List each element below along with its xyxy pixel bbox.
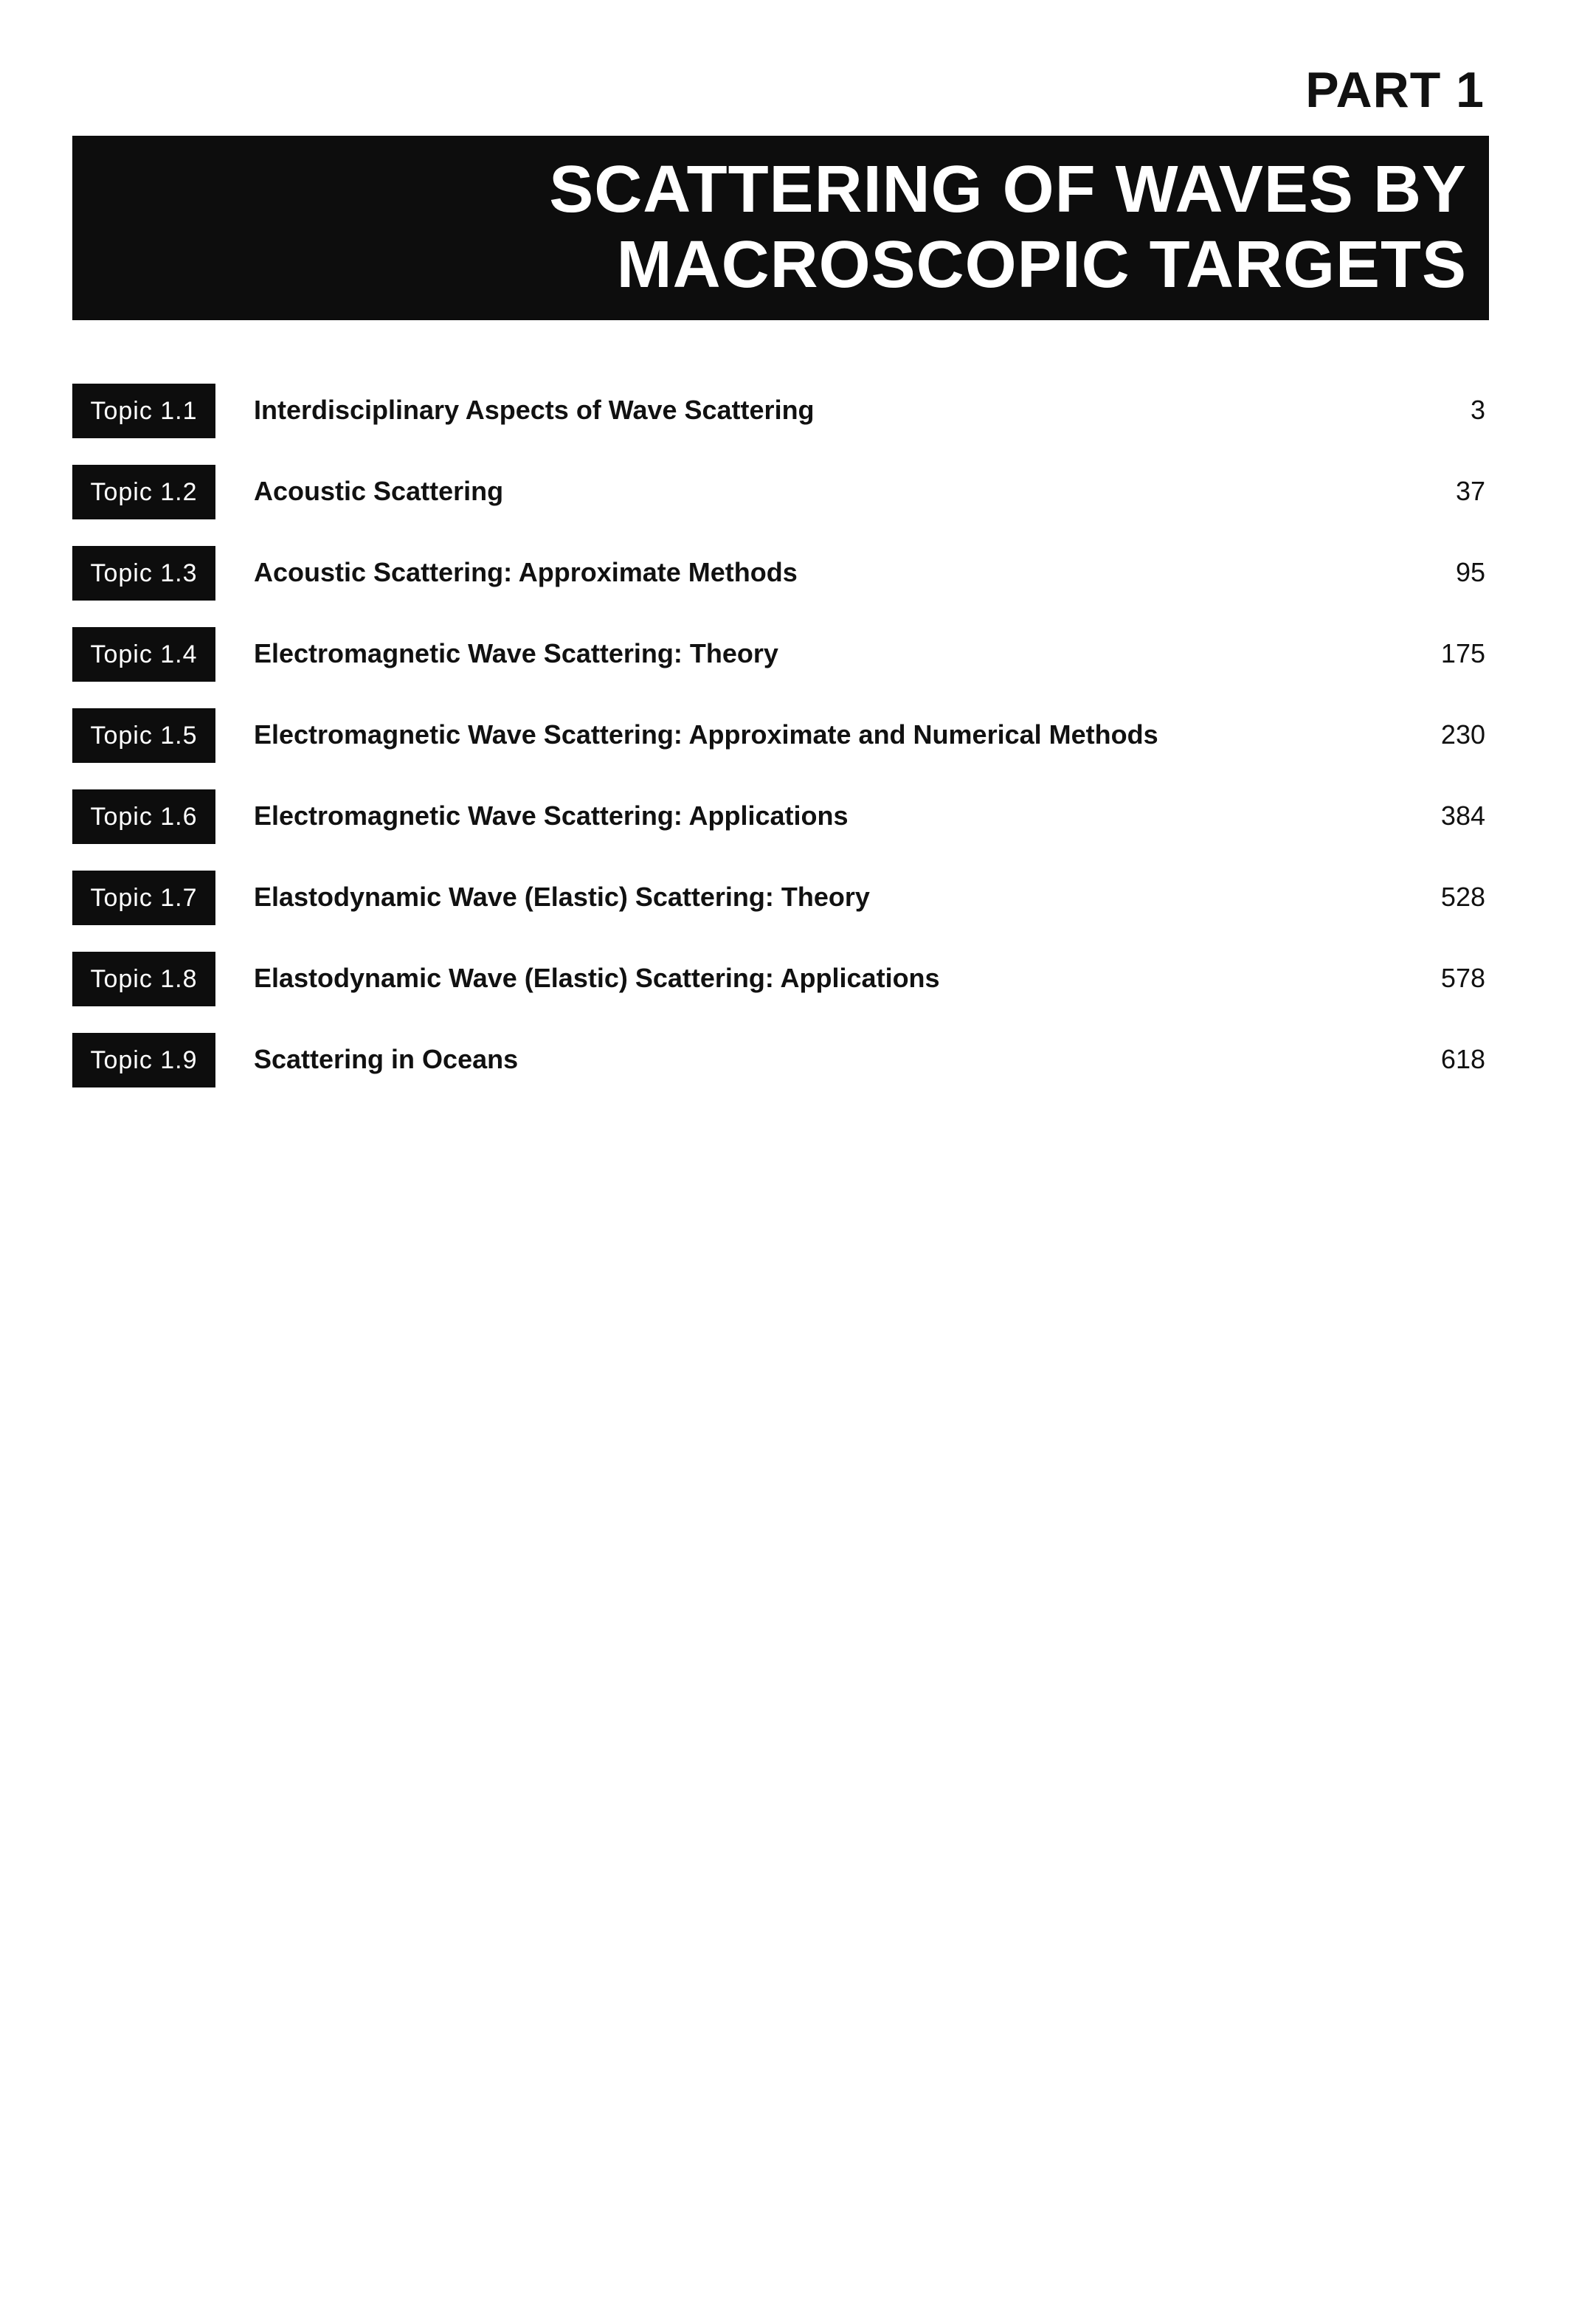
topic-title[interactable]: Elastodynamic Wave (Elastic) Scattering: Applications — [254, 963, 940, 993]
topic-page-number: 618 — [1440, 1044, 1485, 1074]
topic-title[interactable]: Electromagnetic Wave Scattering: Theory — [254, 638, 778, 668]
topic-title[interactable]: Interdisciplinary Aspects of Wave Scattering — [254, 395, 815, 425]
topic-badge: Topic 1.7 — [72, 871, 215, 925]
topic-title[interactable]: Acoustic Scattering — [254, 476, 504, 506]
topic-badge: Topic 1.9 — [72, 1033, 215, 1087]
toc-entry-topic-1-2[interactable] — [72, 465, 1485, 546]
toc-entry-topic-1-7[interactable] — [72, 871, 1485, 952]
topic-badge: Topic 1.6 — [72, 789, 215, 844]
part-title-banner — [72, 136, 1489, 320]
toc-entry-topic-1-4[interactable] — [72, 627, 1485, 708]
topic-badge: Topic 1.4 — [72, 627, 215, 682]
topic-page-number: 528 — [1440, 882, 1485, 912]
toc-entry-topic-1-3[interactable] — [72, 546, 1485, 627]
topic-page-number: 384 — [1440, 800, 1485, 831]
topic-badge: Topic 1.1 — [72, 384, 215, 438]
topic-badge: Topic 1.2 — [72, 465, 215, 519]
topic-title[interactable]: Electromagnetic Wave Scattering: Approximate and Numerical Methods — [254, 719, 1158, 750]
toc-entry-topic-1-5[interactable] — [72, 708, 1485, 789]
topic-title[interactable]: Acoustic Scattering: Approximate Methods — [254, 557, 798, 587]
table-of-contents — [72, 384, 1485, 1114]
topic-title[interactable]: Scattering in Oceans — [254, 1044, 519, 1074]
part-label: PART 1 — [1305, 62, 1485, 118]
topic-page-number: 578 — [1440, 963, 1485, 993]
topic-page-number: 230 — [1440, 719, 1485, 750]
topic-title[interactable]: Elastodynamic Wave (Elastic) Scattering: Theory — [254, 882, 870, 912]
toc-entry-topic-1-6[interactable] — [72, 789, 1485, 871]
toc-entry-topic-1-1[interactable] — [72, 384, 1485, 465]
toc-entry-topic-1-8[interactable] — [72, 952, 1485, 1033]
topic-page-number: 95 — [1455, 557, 1485, 587]
topic-page-number: 37 — [1455, 476, 1485, 506]
topic-badge: Topic 1.5 — [72, 708, 215, 763]
topic-page-number: 3 — [1470, 395, 1485, 425]
topic-badge: Topic 1.8 — [72, 952, 215, 1006]
topic-title[interactable]: Electromagnetic Wave Scattering: Applications — [254, 800, 849, 831]
topic-page-number: 175 — [1440, 638, 1485, 668]
part-title-line-2: MACROSCOPIC TARGETS — [616, 228, 1467, 302]
toc-entry-topic-1-9[interactable] — [72, 1033, 1485, 1114]
topic-badge: Topic 1.3 — [72, 546, 215, 601]
part-title-line-1: SCATTERING OF WAVES BY — [549, 153, 1467, 227]
